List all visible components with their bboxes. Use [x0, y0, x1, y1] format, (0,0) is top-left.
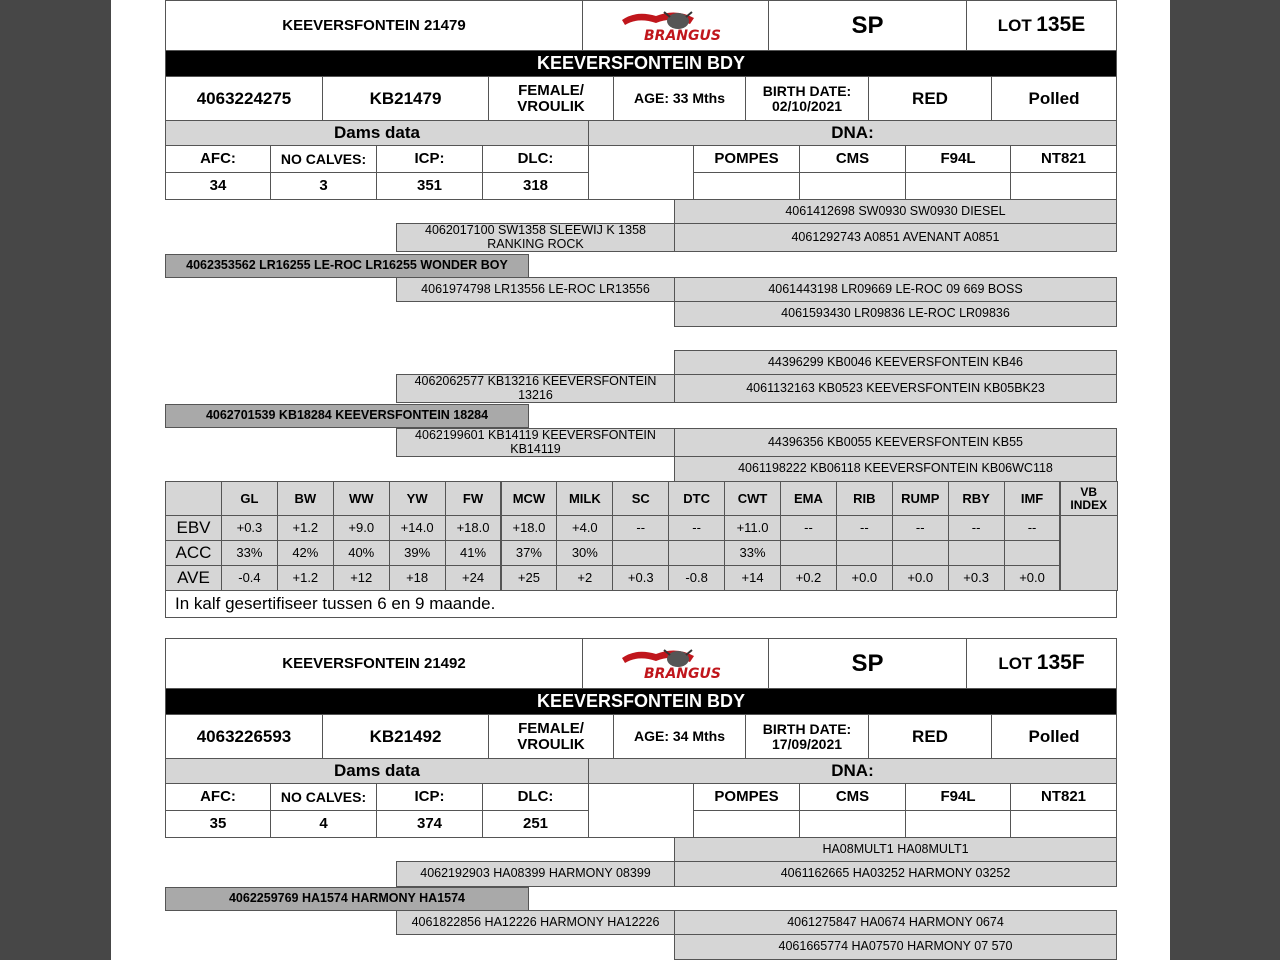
ebv-value-ebv-milk: +4.0 [556, 515, 613, 541]
pedigree-sire-dam: 4061822856 HA12226 HARMONY HA12226 [396, 910, 675, 935]
dna-cms-label: CMS [799, 783, 906, 811]
ebv-value-acc-rump [892, 540, 949, 566]
color: RED [868, 76, 992, 121]
ebv-header-fw: FW [445, 481, 502, 516]
ebv-value-ave-imf: +0.0 [1004, 565, 1061, 591]
pedigree-sire-sire-dam: 4061162665 HA03252 HARMONY 03252 [674, 861, 1117, 887]
dna-nt821-label: NT821 [1010, 783, 1117, 811]
pedigree-dam-sire-dam: 4061132163 KB0523 KEEVERSFONTEIN KB05BK23 [674, 374, 1117, 403]
dams-icp-value: 351 [376, 172, 483, 200]
ebv-value-ebv-gl: +0.3 [221, 515, 278, 541]
dams-calves-label: NO CALVES: [270, 145, 377, 173]
ebv-value-ave-rib: +0.0 [836, 565, 893, 591]
dams-afc-value: 34 [165, 172, 271, 200]
dna-blank [588, 145, 694, 200]
ebv-value-ave-yw: +18 [389, 565, 446, 591]
ebv-header-imf: IMF [1004, 481, 1061, 516]
age: AGE: 34 Mths [613, 714, 746, 759]
pedigree-sire-sire-sire: 4061412698 SW0930 SW0930 DIESEL [674, 199, 1117, 224]
ebv-value-ebv-cwt: +11.0 [724, 515, 781, 541]
horn-status: Polled [991, 714, 1117, 759]
pedigree-sire-sire: 4062017100 SW1358 SLEEWIJ K 1358 RANKING ROCK [396, 223, 675, 252]
color: RED [868, 714, 992, 759]
animal-id: KB21492 [322, 714, 489, 759]
ebv-value-ave-gl: -0.4 [221, 565, 278, 591]
pedigree-dam-dam: 4062199601 KB14119 KEEVERSFONTEIN KB14119 [396, 428, 675, 457]
sex: FEMALE/ VROULIK [488, 76, 614, 121]
ebv-value-ave-rump: +0.0 [892, 565, 949, 591]
age: AGE: 33 Mths [613, 76, 746, 121]
dams-icp-value: 374 [376, 810, 483, 838]
dna-nt821-value [1010, 810, 1117, 838]
dna-pompes-label: POMPES [693, 783, 800, 811]
ebv-value-ebv-yw: +14.0 [389, 515, 446, 541]
breeder-banner: KEEVERSFONTEIN BDY [165, 688, 1117, 715]
ebv-value-acc-imf [1004, 540, 1061, 566]
ebv-row-label-ebv: EBV [165, 515, 222, 541]
dams-icp-label: ICP: [376, 145, 483, 173]
dna-f94l-value [905, 810, 1011, 838]
pedigree-sire-sire-dam: 4061292743 A0851 AVENANT A0851 [674, 223, 1117, 252]
dams-calves-value: 4 [270, 810, 377, 838]
pedigree-sire-sire-sire: HA08MULT1 HA08MULT1 [674, 837, 1117, 862]
ebv-value-ave-bw: +1.2 [277, 565, 334, 591]
ebv-value-ebv-sc: -- [612, 515, 669, 541]
lot-number: LOT 135E [966, 0, 1117, 51]
pedigree-sire-dam-sire: 4061443198 LR09669 LE-ROC 09 669 BOSS [674, 277, 1117, 302]
catalogue-page [111, 0, 1170, 960]
ebv-value-ave-cwt: +14 [724, 565, 781, 591]
ebv-table [165, 481, 1117, 618]
ebv-value-acc-milk: 30% [556, 540, 613, 566]
brand-logo-cell [582, 0, 769, 51]
ebv-value-ave-fw: +24 [445, 565, 502, 591]
pedigree-sire-dam-sire: 4061275847 HA0674 HARMONY 0674 [674, 910, 1117, 935]
ebv-value-ave-mcw: +25 [501, 565, 558, 591]
dams-afc-label: AFC: [165, 783, 271, 811]
breeder-banner: KEEVERSFONTEIN BDY [165, 50, 1117, 77]
ebv-corner [165, 481, 222, 516]
animal-id: KB21479 [322, 76, 489, 121]
dna-nt821-value [1010, 172, 1117, 200]
dams-dlc-label: DLC: [482, 145, 589, 173]
brangus-logo-icon [616, 644, 736, 684]
animal-name: KEEVERSFONTEIN 21479 [165, 0, 583, 51]
ebv-header-sc: SC [612, 481, 669, 516]
dna-cms-label: CMS [799, 145, 906, 173]
ebv-value-ave-sc: +0.3 [612, 565, 669, 591]
ebv-value-acc-bw: 42% [277, 540, 334, 566]
brangus-logo-icon [616, 6, 736, 46]
pedigree-dam-sire-sire: 44396299 KB0046 KEEVERSFONTEIN KB46 [674, 350, 1117, 375]
dams-icp-label: ICP: [376, 783, 483, 811]
pedigree-sire-dam-dam: 4061665774 HA07570 HARMONY 07 570 [674, 934, 1117, 960]
dna-cms-value [799, 172, 906, 200]
registration-number: 4063226593 [165, 714, 323, 759]
lot-number: LOT 135F [966, 638, 1117, 689]
ebv-header-cwt: CWT [724, 481, 781, 516]
pedigree-dam-dam-dam: 4061198222 KB06118 KEEVERSFONTEIN KB06WC118 [674, 456, 1117, 482]
dna-f94l-value [905, 172, 1011, 200]
brand-logo-cell [582, 638, 769, 689]
ebv-value-acc-gl: 33% [221, 540, 278, 566]
ebv-value-acc-ema [780, 540, 837, 566]
dna-header: DNA: [588, 120, 1117, 146]
ebv-value-ave-ww: +12 [333, 565, 390, 591]
vb-index-value [1060, 515, 1119, 591]
ebv-header-bw: BW [277, 481, 334, 516]
sex: FEMALE/ VROULIK [488, 714, 614, 759]
ebv-value-acc-sc [612, 540, 669, 566]
ebv-value-ebv-mcw: +18.0 [501, 515, 558, 541]
ebv-row-label-ave: AVE [165, 565, 222, 591]
ebv-value-ebv-rump: -- [892, 515, 949, 541]
pedigree-dam-sire: 4062062577 KB13216 KEEVERSFONTEIN 13216 [396, 374, 675, 403]
ebv-header-dtc: DTC [668, 481, 725, 516]
dams-data-header: Dams data [165, 120, 589, 146]
ebv-value-ebv-fw: +18.0 [445, 515, 502, 541]
svg-text:BRANGUS: BRANGUS [643, 27, 721, 44]
registration-number: 4063224275 [165, 76, 323, 121]
pedigree-sire-dam: 4061974798 LR13556 LE-ROC LR13556 [396, 277, 675, 302]
birth-date: BIRTH DATE: 02/10/2021 [745, 76, 869, 121]
ebv-header-rby: RBY [948, 481, 1005, 516]
dna-cms-value [799, 810, 906, 838]
birth-date: BIRTH DATE: 17/09/2021 [745, 714, 869, 759]
ebv-value-acc-cwt: 33% [724, 540, 781, 566]
dna-pompes-value [693, 172, 800, 200]
ebv-value-acc-rib [836, 540, 893, 566]
ebv-header-rump: RUMP [892, 481, 949, 516]
grade: SP [768, 0, 967, 51]
ebv-value-ave-milk: +2 [556, 565, 613, 591]
pedigree-sire: 4062259769 HA1574 HARMONY HA1574 [165, 887, 529, 911]
ebv-value-acc-ww: 40% [333, 540, 390, 566]
vb-index-header-text: INDEX [1070, 497, 1108, 512]
vb-index-header-text: VB [1080, 484, 1098, 499]
ebv-header-rib: RIB [836, 481, 893, 516]
dams-calves-label: NO CALVES: [270, 783, 377, 811]
ebv-value-ave-rby: +0.3 [948, 565, 1005, 591]
ebv-value-ebv-rby: -- [948, 515, 1005, 541]
ebv-value-acc-yw: 39% [389, 540, 446, 566]
dna-f94l-label: F94L [905, 145, 1011, 173]
ebv-value-ebv-ww: +9.0 [333, 515, 390, 541]
ebv-header-mcw: MCW [501, 481, 558, 516]
pedigree-sire: 4062353562 LR16255 LE-ROC LR16255 WONDER BOY [165, 254, 529, 278]
ebv-header-ema: EMA [780, 481, 837, 516]
ebv-row-label-acc: ACC [165, 540, 222, 566]
dams-data-header: Dams data [165, 758, 589, 784]
animal-name: KEEVERSFONTEIN 21492 [165, 638, 583, 689]
ebv-value-acc-rby [948, 540, 1005, 566]
ebv-header-ww: WW [333, 481, 390, 516]
dna-pompes-value [693, 810, 800, 838]
dna-blank [588, 783, 694, 838]
ebv-value-ebv-rib: -- [836, 515, 893, 541]
ebv-header-milk: MILK [556, 481, 613, 516]
dams-calves-value: 3 [270, 172, 377, 200]
certification-note: In kalf gesertifiseer tussen 6 en 9 maande. [165, 590, 1117, 618]
vb-index-header [1060, 481, 1119, 516]
svg-text:BRANGUS: BRANGUS [643, 665, 721, 682]
pedigree-sire-sire: 4062192903 HA08399 HARMONY 08399 [396, 861, 675, 887]
ebv-value-ebv-imf: -- [1004, 515, 1061, 541]
dams-dlc-value: 318 [482, 172, 589, 200]
ebv-value-acc-mcw: 37% [501, 540, 558, 566]
dams-dlc-value: 251 [482, 810, 589, 838]
ebv-header-yw: YW [389, 481, 446, 516]
ebv-value-ebv-dtc: -- [668, 515, 725, 541]
pedigree-sire-dam-dam: 4061593430 LR09836 LE-ROC LR09836 [674, 301, 1117, 327]
grade: SP [768, 638, 967, 689]
dams-afc-value: 35 [165, 810, 271, 838]
ebv-value-ave-ema: +0.2 [780, 565, 837, 591]
horn-status: Polled [991, 76, 1117, 121]
dna-f94l-label: F94L [905, 783, 1011, 811]
pedigree-dam: 4062701539 KB18284 KEEVERSFONTEIN 18284 [165, 404, 529, 428]
ebv-value-ebv-ema: -- [780, 515, 837, 541]
ebv-value-ebv-bw: +1.2 [277, 515, 334, 541]
dna-pompes-label: POMPES [693, 145, 800, 173]
dams-afc-label: AFC: [165, 145, 271, 173]
dna-nt821-label: NT821 [1010, 145, 1117, 173]
ebv-value-ave-dtc: -0.8 [668, 565, 725, 591]
dams-dlc-label: DLC: [482, 783, 589, 811]
dna-header: DNA: [588, 758, 1117, 784]
ebv-header-gl: GL [221, 481, 278, 516]
ebv-value-acc-dtc [668, 540, 725, 566]
ebv-value-acc-fw: 41% [445, 540, 502, 566]
pedigree-dam-dam-sire: 44396356 KB0055 KEEVERSFONTEIN KB55 [674, 428, 1117, 457]
